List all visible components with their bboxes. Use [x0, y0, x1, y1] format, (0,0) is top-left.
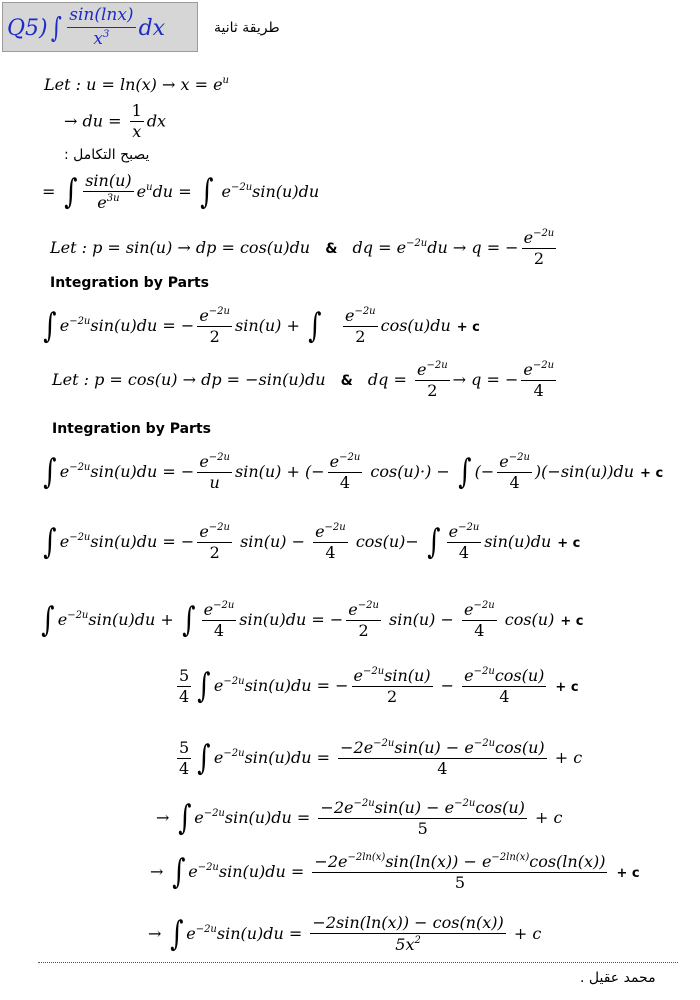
eq-transformed-integral: = ∫ $\frac{\sin(u)}{e^{3u}}$ $e^udu$ = ∫ $e^{-2u}\sin(u)du$ — [42, 171, 320, 213]
eq-parts-setup-2: Let : p = cos(u) → dp = −sin(u)du & dq = $\frac{e^{-2u}}{2}$ → q = − $\frac{e^{-2u}}{4}$ — [52, 360, 555, 401]
eq-result-substituted: → ∫ $e^{-2u}\sin(u)du$ = $\frac{-2e^{-2ln(x)}\sin(\ln(x)) - e^{-2ln(x)}\cos(\ln(x))}{5}$ + c — [150, 852, 640, 893]
eq-parts-result-1: ∫ $e^{-2u}\sin(u)du$ = − $\frac{e^{-2u}}{2}$ sin(u) + ∫ $\frac{e^{-2u}}{2}$ cos(u)du + c — [43, 306, 480, 347]
integral-becomes-label: يصبح التكامل : — [64, 147, 150, 163]
title-dx: dx — [138, 15, 166, 41]
eq-result-u: → ∫ $e^{-2u}\sin(u)du$ = $\frac{-2e^{-2u}\sin(u) - e^{-2u}\cos(u)}{5}$ + c — [156, 798, 563, 839]
title-denominator: $x^3$ — [93, 29, 110, 49]
integration-by-parts-heading-2: Integration by Parts — [52, 421, 211, 437]
eq-collect-terms: ∫ $e^{-2u}\sin(u)du$ + ∫ $\frac{e^{-2u}}{4}$ sin(u)du = − $\frac{e^{-2u}}{2}$ sin(u) − $\frac{e^{-2u}}{4}$ cos(u) + c — [41, 600, 584, 641]
eq-final-answer: → ∫ $e^{-2u}\sin(u)du$ = $\frac{-2\sin(\ln(x)) - \cos(n(x))}{5x^2}$ + c — [148, 913, 542, 955]
method-label: طريقة ثانية — [214, 20, 280, 36]
integration-by-parts-heading-1: Integration by Parts — [50, 275, 209, 291]
title-fraction — [67, 6, 135, 49]
question-title — [7, 3, 165, 52]
question-title-box — [2, 2, 198, 52]
eq-substitution: Let : $u = \ln(x) \to x = e^u$ — [44, 75, 229, 94]
dotted-divider — [38, 962, 678, 963]
integral-sign: ∫ — [50, 11, 62, 44]
eq-du: → du = $\frac{1}{x}$ dx — [64, 101, 167, 142]
eq-five-quarters-1: $\frac{5}{4}$ ∫ $e^{-2u}\sin(u)du$ = − $\frac{e^{-2u}\sin(u)}{2}$ − $\frac{e^{-2u}\cos(u)}{4}$ + c — [179, 665, 579, 707]
eq-simplified-1: ∫ $e^{-2u}\sin(u)du$ = − $\frac{e^{-2u}}{2}$ sin(u) − $\frac{e^{-2u}}{4}$ cos(u)− ∫ $\frac{e^{-2u}}{4}$ sin(u)du + c — [43, 522, 581, 563]
title-numerator: sin(lnx) — [67, 6, 135, 28]
eq-parts-setup-1: Let : p = sin(u) → dp = cos(u)du & dq = $e^{-2u}du \to q$ = − $\frac{e^{-2u}}{2}$ — [50, 228, 555, 269]
eq-parts-result-2: ∫ $e^{-2u}\sin(u)du$ = − $\frac{e^{-2u}}{u}$ sin(u) + (− $\frac{e^{-2u}}{4}$ cos(u)·) − ∫ (− $\frac{e^{-2u}}{4}$ )(−sin(u))du + c — [43, 452, 664, 493]
author-signature: محمد عقيل . — [580, 970, 656, 986]
eq-five-quarters-2: $\frac{5}{4}$ ∫ $e^{-2u}\sin(u)du$ = $\frac{-2e^{-2u}\sin(u) - e^{-2u}\cos(u)}{4}$ + c — [179, 737, 583, 779]
question-number: Q5) — [7, 15, 48, 41]
